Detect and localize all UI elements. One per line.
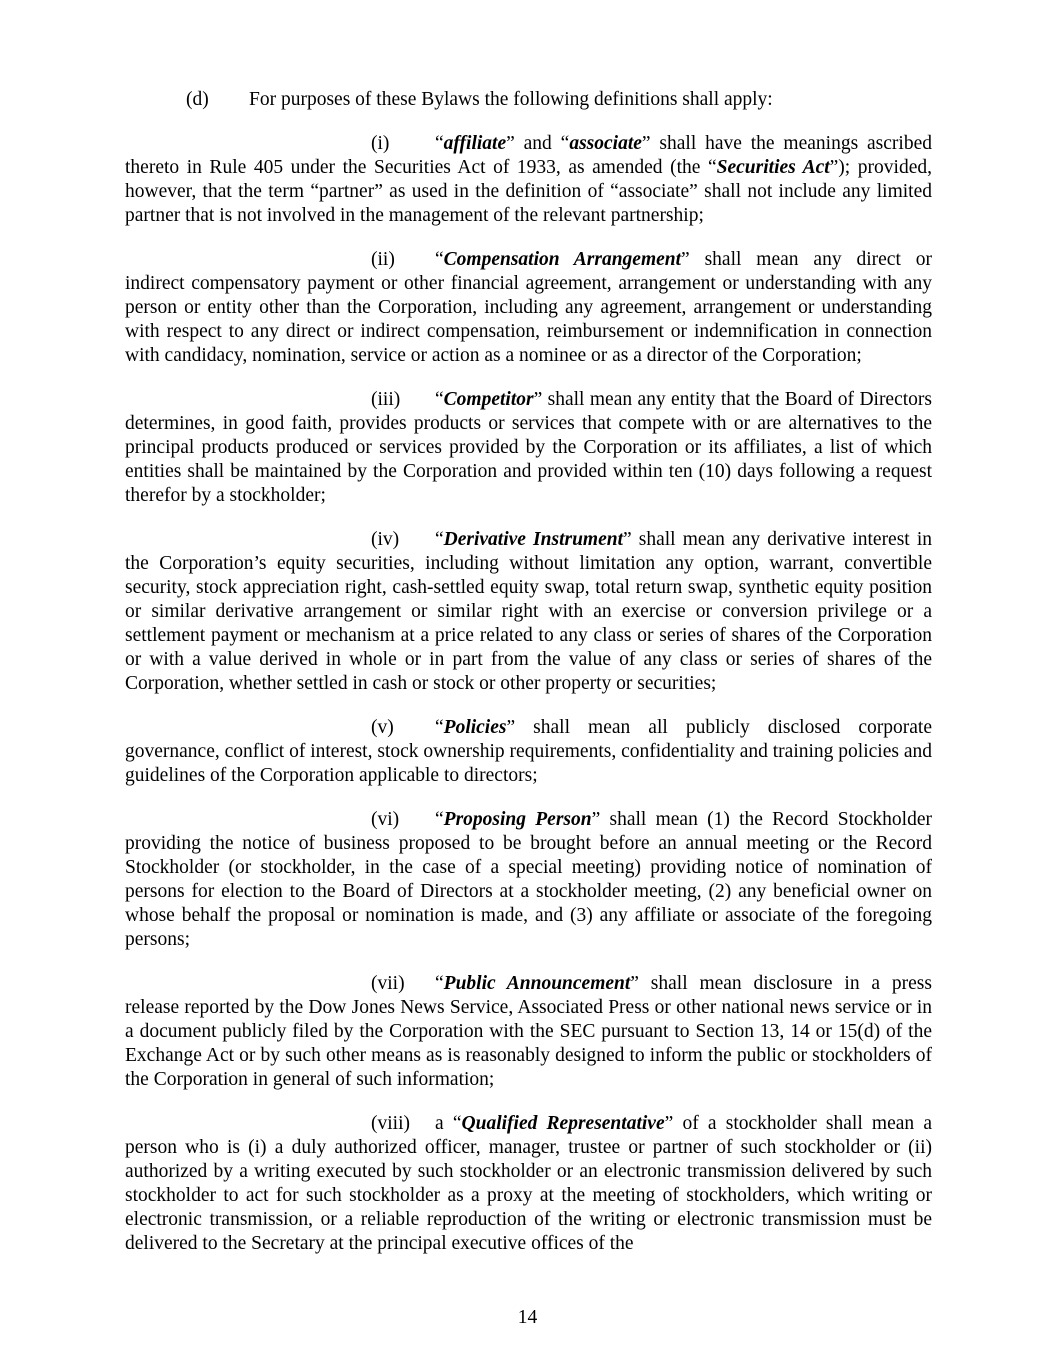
definition-text: ” shall mean (1) the Record Stockholder providing the notice of business proposed to be brought before an annual meeting or the Record Stockholder (or stockholder, in the case of a special meeting) providing notice of nomination of persons for election to the Board of Directors at a stockholder meeting, (2) any beneficial owner on whose behalf the proposal or nomination is made, and (3) any affiliate or associate of the foregoing persons;: [125, 809, 932, 950]
definition-paragraph: [125, 528, 932, 696]
intro-label: (d): [186, 89, 209, 110]
definition-text: ” shall mean any entity that the Board of Directors determines, in good faith, provides products or services that compete with or are alternatives to the principal products produced or services provided by the Corporation or its affiliates, a list of which entities shall be maintained by the Corporation and provided within ten (10) days following a request therefor by a stockholder;: [125, 389, 932, 506]
intro-text: For purposes of these Bylaws the following definitions shall apply:: [249, 89, 773, 110]
document-body: [125, 88, 932, 1276]
definition-number: (ii): [371, 249, 395, 270]
definition-text: ” and “: [506, 133, 570, 154]
page-number: 14: [517, 1307, 538, 1328]
definition-number: (v): [371, 717, 394, 738]
definition-paragraph: [125, 388, 932, 508]
defined-term: Securities Act: [716, 157, 830, 178]
definition-text: ” shall mean disclosure in a press release reported by the Dow Jones News Service, Associated Press or other national news service or in a document publicly filed by the Corporation with the SEC pursuant to Section 13, 14 or 15(d) of the Exchange Act or by such other means as is reasonably designed to inform the public or stockholders of the Corporation in general of such information;: [125, 973, 932, 1090]
definition-text: “: [435, 717, 444, 738]
definition-text: ” shall have the meanings ascribed thereto in Rule 405 under the Securities Act of 1933, as amended (the “: [125, 133, 932, 178]
defined-term: Derivative Instrument: [443, 529, 624, 550]
defined-term: Public Announcement: [443, 973, 631, 994]
definition-paragraph: [125, 808, 932, 952]
defined-term: affiliate: [443, 133, 507, 154]
definition-text: ”); provided, however, that the term “partner” as used in the definition of “associate” shall not include any limited partner that is not involved in the management of the relevant partnership;: [125, 157, 932, 226]
definition-paragraph: [125, 1112, 932, 1256]
definition-text: “: [435, 133, 444, 154]
defined-term: associate: [569, 133, 642, 154]
definition-number: (i): [371, 133, 390, 154]
definition-text: ” of a stockholder shall mean a person who is (i) a duly authorized officer, manager, trustee or partner of such stockholder or (ii) authorized by a writing executed by such stockholder or an electronic transmission delivered by such stockholder to act for such stockholder as a proxy at the meeting of stockholders, which writing or electronic transmission, or a reliable reproduction of the writing or electronic transmission must be delivered to the Secretary at the principal executive offices of the: [125, 1113, 933, 1254]
defined-term: Proposing Person: [443, 809, 592, 830]
definition-text: “: [435, 389, 444, 410]
definition-text: “: [435, 973, 444, 994]
defined-term: Competitor: [443, 389, 534, 410]
definition-text: “: [435, 529, 444, 550]
definition-text: ” shall mean any derivative interest in the Corporation’s equity securities, including without limitation any option, warrant, convertible security, stock appreciation right, cash-settled equity swap, total return swap, synthetic equity position or similar derivative arrangement or similar right with an exercise or conversion privilege or a settlement payment or mechanism at a price related to any class or series of shares of the Corporation or with a value derived in whole or in part from the value of any class or series of shares of the Corporation, whether settled in cash or stock or other property or securities;: [125, 529, 932, 694]
definition-text: ” shall mean all publicly disclosed corporate governance, conflict of interest, stock ownership requirements, confidentiality and training policies and guidelines of the Corporation applicable to directors;: [125, 717, 932, 786]
definition-text: ” shall mean any direct or indirect compensatory payment or other financial agreement, arrangement or understanding with any person or entity other than the Corporation, including any agreement, arrangement or understanding with respect to any direct or indirect compensation, reimbursement or indemnification in connection with candidacy, nomination, service or action as a nominee or as a director of the Corporation;: [125, 249, 932, 366]
definition-number: (vi): [371, 809, 400, 830]
definition-number: (viii): [371, 1113, 410, 1134]
definition-number: (vii): [371, 973, 405, 994]
definition-paragraph: [125, 972, 932, 1092]
definition-number: (iii): [371, 389, 401, 410]
definition-text: “: [435, 809, 444, 830]
definition-text: a “: [435, 1113, 462, 1134]
intro-paragraph: [125, 88, 932, 112]
defined-term: Compensation Arrangement: [443, 249, 682, 270]
definition-paragraph: [125, 248, 932, 368]
definition-paragraph: [125, 132, 932, 228]
definition-paragraph: [125, 716, 932, 788]
definitions-list: [125, 132, 932, 1256]
defined-term: Policies: [443, 717, 507, 738]
defined-term: Qualified Representative: [461, 1113, 665, 1134]
definition-text: “: [435, 249, 444, 270]
definition-number: (iv): [371, 529, 400, 550]
